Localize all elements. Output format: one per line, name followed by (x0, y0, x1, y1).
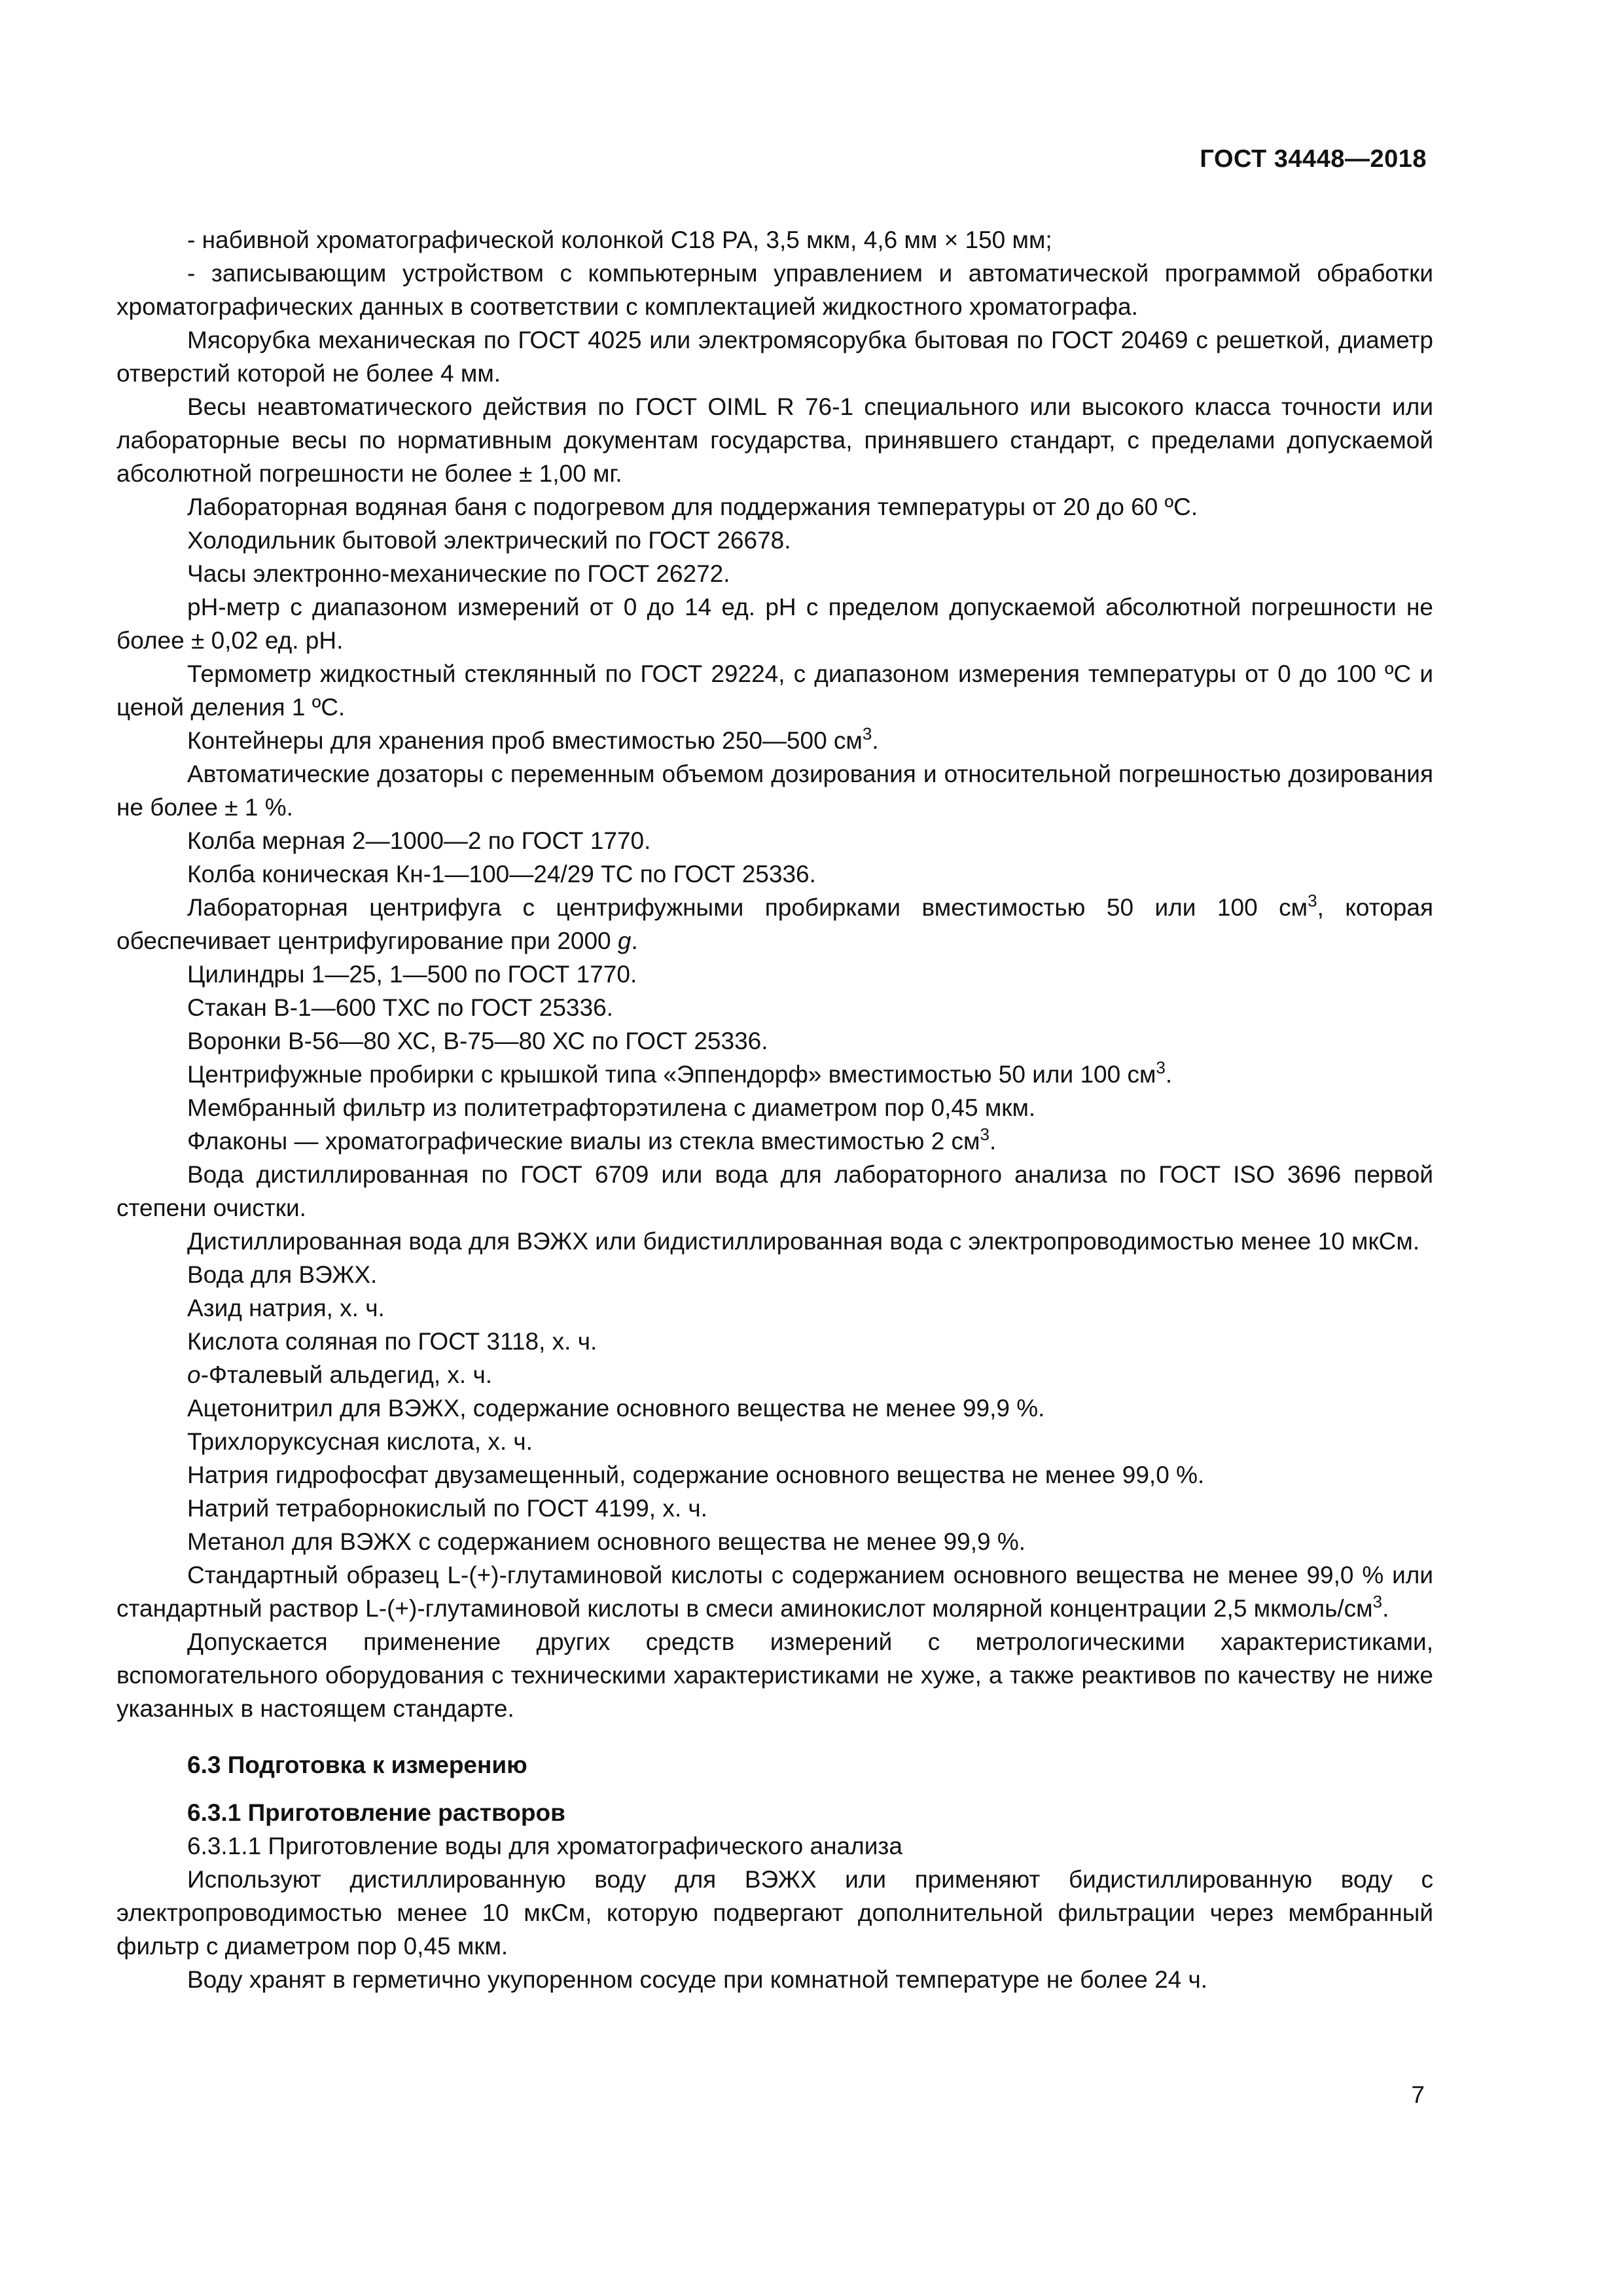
paragraph-post: . (1382, 1595, 1389, 1622)
paragraph (116, 1558, 1433, 1625)
paragraph-post: . (1165, 1061, 1173, 1088)
paragraph-post: -Фталевый альдегид, х. ч. (200, 1361, 493, 1388)
paragraph: Мясорубка механическая по ГОСТ 4025 или электромясорубка бытовая по ГОСТ 20469 с решеткой, диаметр отверстий которой не более 4 мм. (116, 327, 1433, 387)
paragraph-post2: . (631, 927, 638, 954)
paragraph: Натрий тетраборнокислый по ГОСТ 4199, х. ч. (187, 1495, 707, 1522)
paragraph: Стакан В-1—600 ТХС по ГОСТ 25336. (187, 994, 613, 1021)
paragraph: Воду хранят в герметично укупоренном сосуде при комнатной температуре не более 24 ч. (187, 1966, 1208, 1993)
paragraph: Кислота соляная по ГОСТ 3118, х. ч. (187, 1328, 597, 1355)
paragraph: Метанол для ВЭЖХ с содержанием основного вещества не менее 99,9 %. (187, 1528, 1026, 1555)
paragraph-post: . (989, 1128, 997, 1155)
paragraph: Часы электронно-механические по ГОСТ 26272. (187, 560, 730, 587)
paragraph: Воронки В-56—80 ХС, В-75—80 ХС по ГОСТ 25336. (187, 1028, 768, 1054)
standard-header: ГОСТ 34448—2018 (1200, 145, 1427, 173)
paragraph: Мембранный фильтр из политетрафторэтилена с диаметром пор 0,45 мкм. (187, 1094, 1036, 1121)
page-number: 7 (1411, 2081, 1425, 2108)
paragraph-sup: 3 (1308, 891, 1317, 910)
paragraph: - записывающим устройством с компьютерным управлением и автоматической программой обработки хроматографических данных в соответствии с комплектацией жидкостного хроматографа. (116, 260, 1433, 320)
paragraph-italic: g (617, 927, 632, 954)
paragraph: Колба мерная 2—1000—2 по ГОСТ 1770. (187, 827, 651, 854)
paragraph: Колба коническая Кн-1—100—24/29 ТС по ГОСТ 25336. (187, 861, 816, 888)
paragraph: Автоматические дозаторы с переменным объемом дозирования и относительной погрешностью дозирования не более ± 1 %. (116, 761, 1433, 821)
paragraph (116, 1358, 1433, 1391)
document-body (116, 223, 1433, 1996)
paragraph: 6.3.1.1 Приготовление воды для хроматографического анализа (187, 1833, 902, 1859)
paragraph-sup: 3 (1156, 1058, 1166, 1077)
paragraph (116, 1124, 1433, 1158)
paragraph: Холодильник бытовой электрический по ГОСТ 26678. (187, 527, 791, 554)
paragraph: 6.3.1 Приготовление растворов (187, 1799, 565, 1826)
paragraph-sup: 3 (862, 724, 872, 744)
paragraph: pH-метр с диапазоном измерений от 0 до 14 ед. pH с пределом допускаемой абсолютной погрешности не более ± 0,02 ед. pH. (116, 594, 1433, 654)
paragraph: Термометр жидкостный стеклянный по ГОСТ 29224, с диапазоном измерения температуры от 0 до 100 ºС и ценой деления 1 ºС. (116, 660, 1433, 721)
paragraph-post: . (872, 727, 879, 754)
paragraph-sup: 3 (1372, 1592, 1383, 1611)
paragraph: Вода для ВЭЖХ. (187, 1261, 378, 1288)
paragraph: Азид натрия, х. ч. (187, 1295, 385, 1321)
paragraph: Натрия гидрофосфат двузамещенный, содержание основного вещества не менее 99,0 %. (187, 1462, 1205, 1488)
paragraph-pre: Флаконы — хроматографические виалы из стекла вместимостью 2 см (187, 1128, 980, 1155)
paragraph (116, 724, 1433, 757)
paragraph: Лабораторная водяная баня с подогревом для поддержания температуры от 20 до 60 ºС. (187, 493, 1198, 520)
paragraph-post: , которая обеспечивает центрифугирование при 2000 (116, 894, 1433, 954)
paragraph-pre: Стандартный образец L-(+)-глутаминовой кислоты с содержанием основного вещества не менее 99,0 % или стандартный раствор L-(+)-глутаминовой кислоты в смеси аминокислот молярной концентрации 2,5 мкмоль/см (116, 1562, 1433, 1622)
paragraph: Вода дистиллированная по ГОСТ 6709 или вода для лабораторного анализа по ГОСТ ISO 3696 первой степени очистки. (116, 1161, 1433, 1221)
paragraph: Весы неавтоматического действия по ГОСТ OIML R 76-1 специального или высокого класса точности или лабораторные весы по нормативным документам государства, принявшего стандарт, с пределами допускаемой абсолютной погрешности не более ± 1,00 мг. (116, 393, 1433, 487)
paragraph: - набивной хроматографической колонкой С18 РА, 3,5 мкм, 4,6 мм × 150 мм; (187, 226, 1052, 253)
paragraph: Цилиндры 1—25, 1—500 по ГОСТ 1770. (187, 961, 637, 988)
paragraph-pre: Лабораторная центрифуга с центрифужными пробирками вместимостью 50 или 100 см (187, 894, 1308, 921)
paragraph-italic: о (187, 1361, 201, 1388)
paragraph-pre: Контейнеры для хранения проб вместимостью 250—500 см (187, 727, 863, 754)
paragraph: Допускается применение других средств измерений с метрологическими характеристиками, вспомогательного оборудования с техническими характеристиками не хуже, а также реактивов по качеству не ниже указанных в настоящем стандарте. (116, 1628, 1433, 1722)
paragraph: Дистиллированная вода для ВЭЖХ или бидистиллированная вода с электропроводимостью менее 10 мкСм. (187, 1228, 1420, 1255)
paragraph (116, 1058, 1433, 1091)
paragraph-sup: 3 (980, 1124, 990, 1144)
paragraph-pre: Центрифужные пробирки с крышкой типа «Эппендорф» вместимостью 50 или 100 см (187, 1061, 1156, 1088)
paragraph (116, 891, 1433, 958)
paragraph: Трихлоруксусная кислота, х. ч. (187, 1428, 533, 1455)
paragraph: 6.3 Подготовка к измерению (187, 1751, 527, 1778)
paragraph: Используют дистиллированную воду для ВЭЖХ или применяют бидистиллированную воду с электропроводимостью менее 10 мкСм, которую подвергают дополнительной фильтрации через мембранный фильтр с диаметром пор 0,45 мкм. (116, 1866, 1433, 1960)
paragraph: Ацетонитрил для ВЭЖХ, содержание основного вещества не менее 99,9 %. (187, 1395, 1045, 1422)
